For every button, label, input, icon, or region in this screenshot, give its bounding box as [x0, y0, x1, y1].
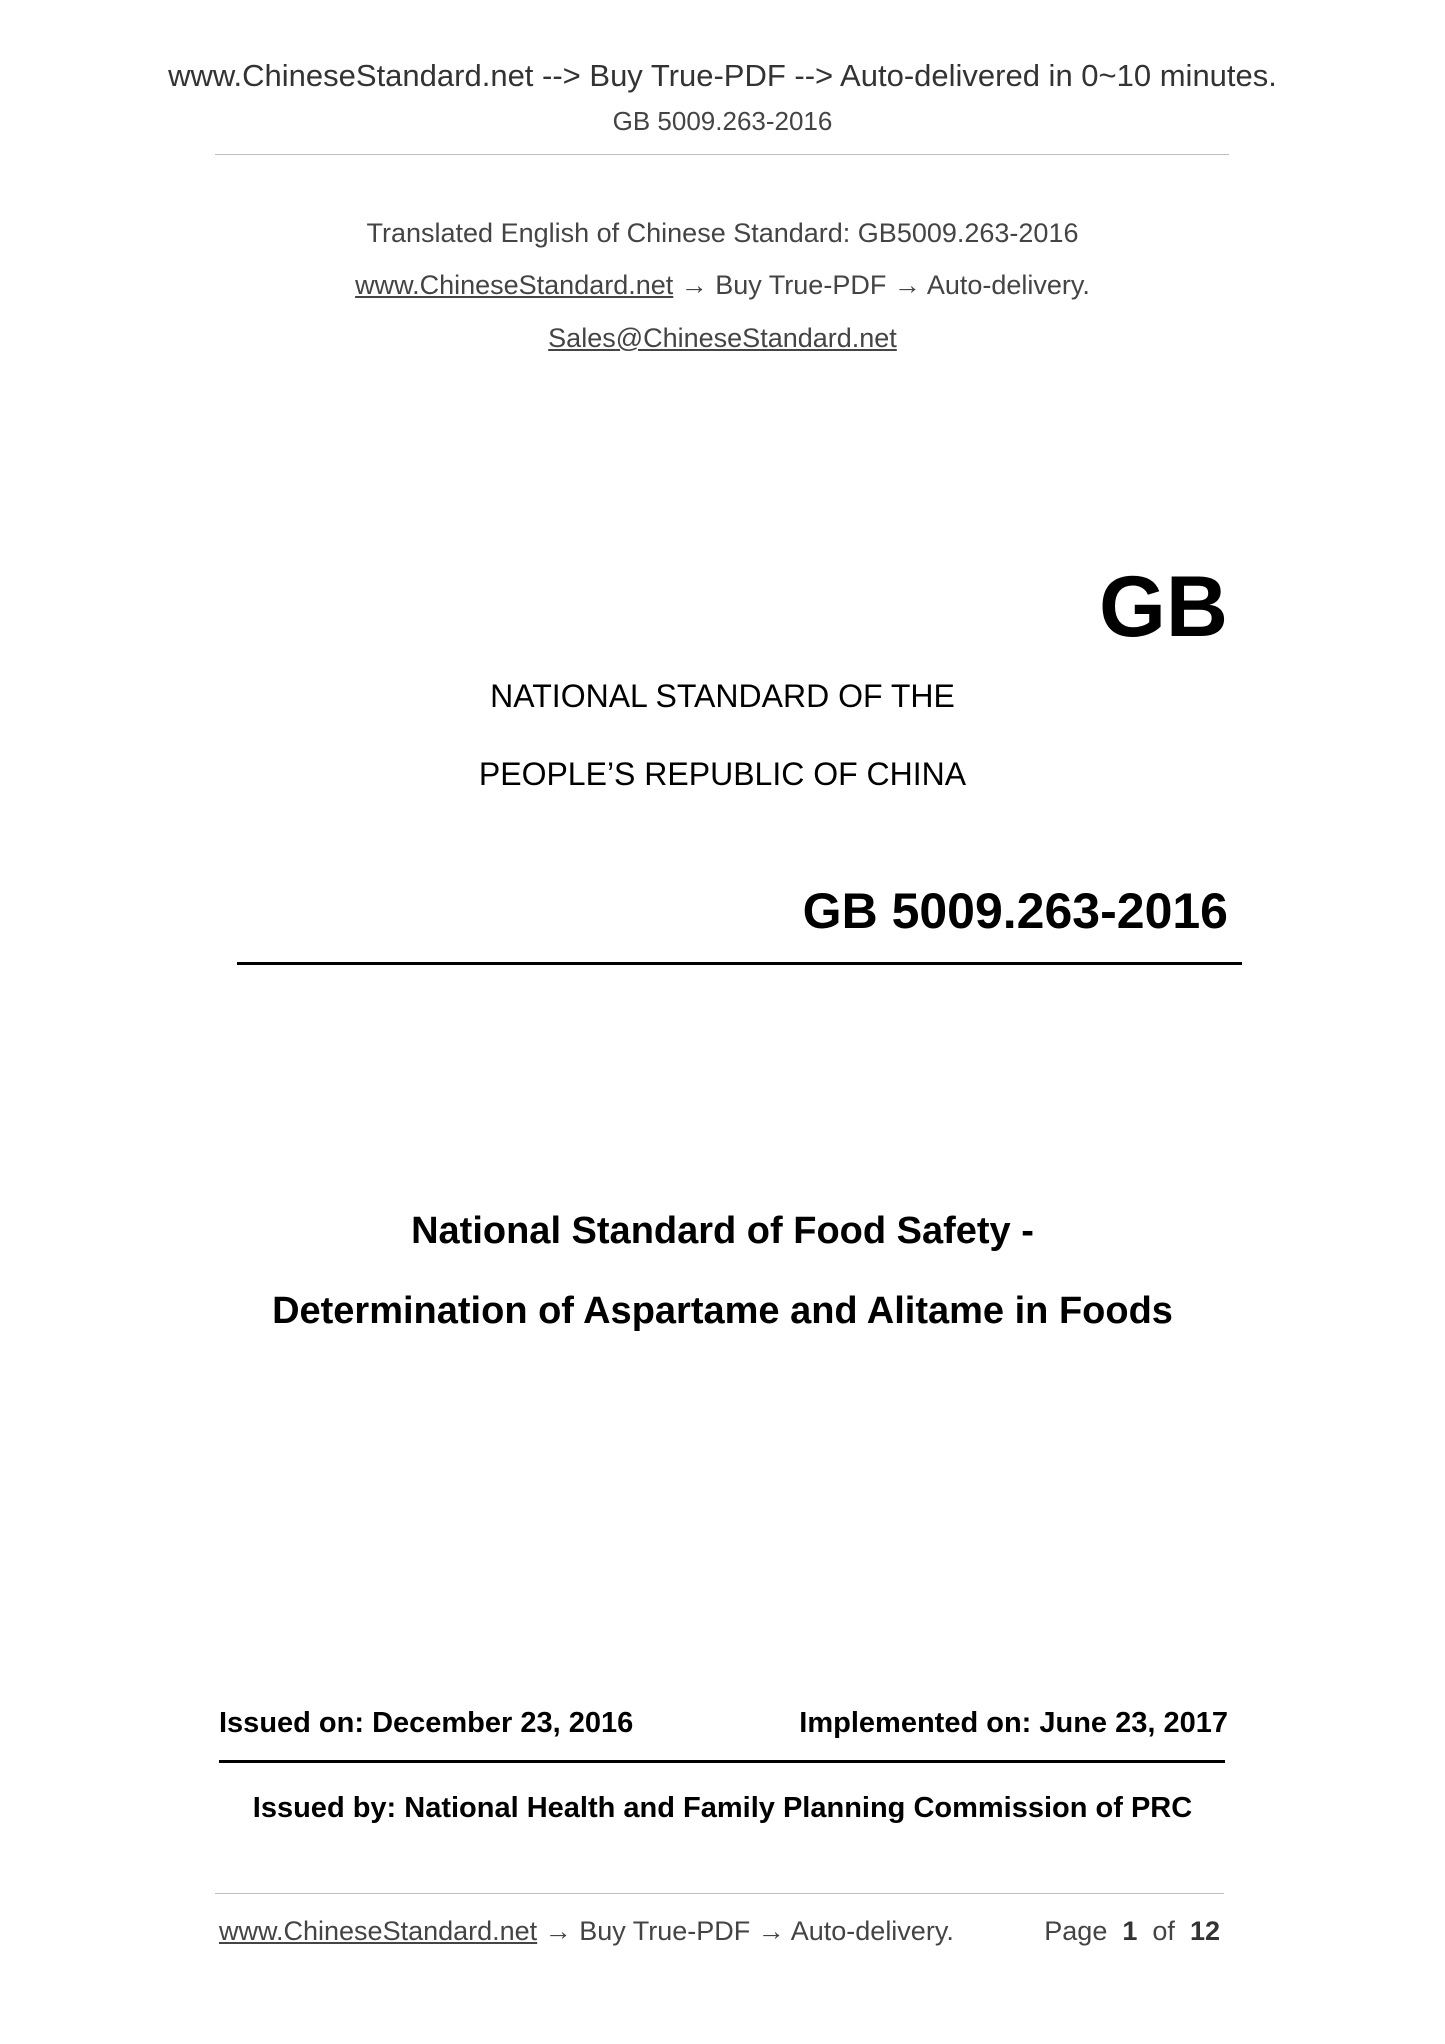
footer-site-link[interactable]: www.ChineseStandard.net [219, 1916, 538, 1946]
email-line [0, 323, 1445, 354]
national-standard-line1: NATIONAL STANDARD OF THE [490, 678, 955, 714]
buy-text: → Buy True-PDF → Auto-delivery. [673, 270, 1090, 300]
issue-divider [219, 1760, 1225, 1763]
info-links-line [0, 270, 1445, 301]
page-indicator [1044, 1916, 1220, 1947]
site-link[interactable]: www.ChineseStandard.net [355, 270, 674, 300]
header-banner: www.ChineseStandard.net --> Buy True-PDF --> Auto-delivered in 0~10 minutes. [168, 58, 1277, 93]
issued-by: Issued by: National Health and Family Planning Commission of PRC [252, 1792, 1193, 1824]
sales-email-link[interactable]: Sales@ChineseStandard.net [548, 323, 897, 353]
national-standard-line2: PEOPLE’S REPUBLIC OF CHINA [478, 756, 967, 792]
page-number: 1 [1122, 1916, 1138, 1946]
page-label: Page [1044, 1916, 1108, 1946]
standard-number: GB 5009.263-2016 [802, 883, 1228, 939]
header-standard-code: GB 5009.263-2016 [612, 106, 833, 136]
gb-logo: GB [1099, 559, 1228, 655]
footer-divider [215, 1893, 1224, 1894]
page-total: 12 [1189, 1916, 1220, 1946]
translated-note: Translated English of Chinese Standard: GB5009.263-2016 [366, 218, 1079, 248]
standard-number-divider [237, 962, 1242, 965]
of-label: of [1152, 1916, 1175, 1946]
footer-links [219, 1916, 954, 1947]
footer-buy-text: → Buy True-PDF → Auto-delivery. [537, 1916, 954, 1946]
document-title-line2: Determination of Aspartame and Alitame in Foods [272, 1290, 1173, 1332]
header-divider [215, 154, 1229, 155]
issued-on-date: Issued on: December 23, 2016 [219, 1707, 634, 1739]
document-title-line1: National Standard of Food Safety - [411, 1210, 1034, 1252]
implemented-on-date: Implemented on: June 23, 2017 [799, 1707, 1228, 1739]
